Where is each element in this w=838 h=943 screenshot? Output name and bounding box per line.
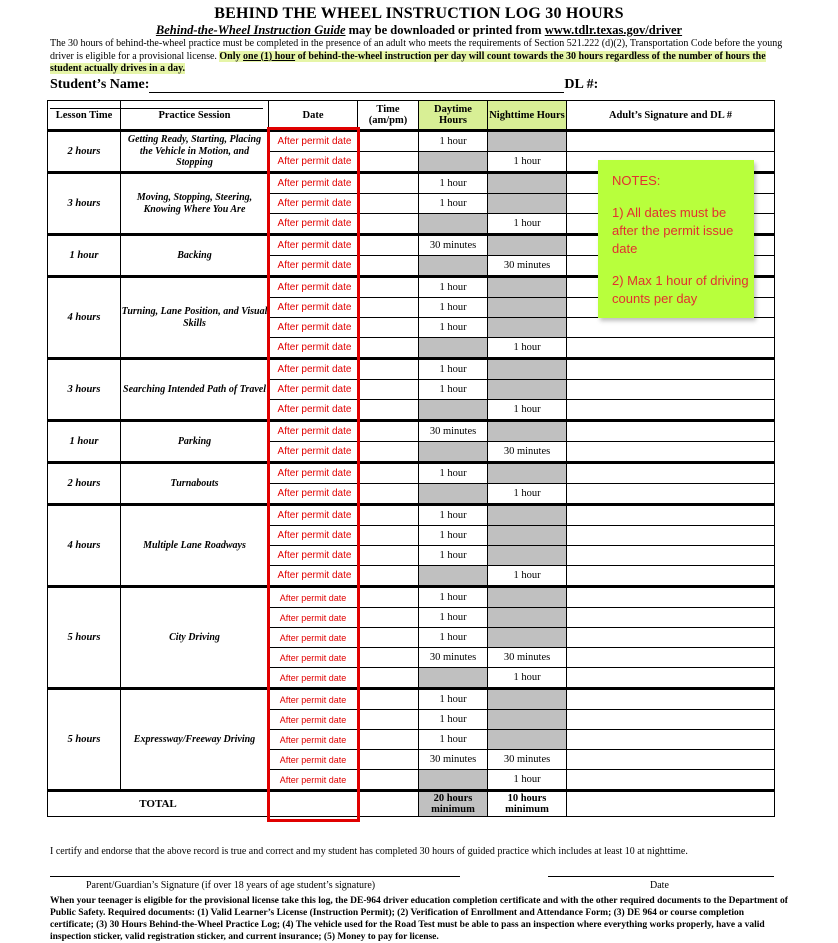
- daytime-hours-cell: 1 hour: [419, 710, 488, 730]
- time-cell[interactable]: [358, 710, 419, 730]
- time-cell[interactable]: [358, 587, 419, 608]
- col-date: Date: [269, 101, 358, 131]
- date-cell[interactable]: After permit date: [269, 214, 358, 235]
- nighttime-hours-cell: [488, 587, 567, 608]
- date-cell[interactable]: After permit date: [269, 318, 358, 338]
- nighttime-hours-cell: [488, 546, 567, 566]
- signature-cell[interactable]: [567, 400, 775, 421]
- date-signature-line[interactable]: [548, 876, 774, 877]
- daytime-hours-cell: 1 hour: [419, 526, 488, 546]
- date-cell[interactable]: After permit date: [269, 689, 358, 710]
- nighttime-hours-cell: [488, 689, 567, 710]
- intro-text: The 30 hours of behind-the-wheel practice must be completed in the presence of an adult who meets the requirements of Section 521.222 (d)(2), Transportation Code before the young driver is eligible for a provisional license.: [50, 38, 783, 62]
- time-cell[interactable]: [358, 526, 419, 546]
- time-cell[interactable]: [358, 566, 419, 587]
- daytime-hours-cell: [419, 566, 488, 587]
- date-cell[interactable]: After permit date: [269, 710, 358, 730]
- signature-cell[interactable]: [567, 710, 775, 730]
- time-cell[interactable]: [358, 235, 419, 256]
- nighttime-hours-cell: 1 hour: [488, 566, 567, 587]
- time-cell[interactable]: [358, 770, 419, 791]
- date-cell[interactable]: After permit date: [269, 668, 358, 689]
- date-cell[interactable]: After permit date: [269, 277, 358, 298]
- date-cell[interactable]: After permit date: [269, 256, 358, 277]
- practice-session-cell: Backing: [121, 235, 269, 277]
- time-cell[interactable]: [358, 484, 419, 505]
- col-daytime-hours: Daytime Hours: [419, 101, 488, 131]
- nighttime-hours-cell: 30 minutes: [488, 648, 567, 668]
- lesson-time-cell: 1 hour: [48, 421, 121, 463]
- nighttime-hours-cell: 1 hour: [488, 152, 567, 173]
- date-cell[interactable]: After permit date: [269, 152, 358, 173]
- time-cell[interactable]: [358, 505, 419, 526]
- date-cell[interactable]: After permit date: [269, 380, 358, 400]
- daytime-hours-cell: 30 minutes: [419, 750, 488, 770]
- lesson-time-cell: 4 hours: [48, 505, 121, 587]
- sticky-note: [598, 160, 754, 318]
- signature-cell[interactable]: [567, 463, 775, 484]
- nighttime-hours-cell: 1 hour: [488, 668, 567, 689]
- nighttime-hours-cell: [488, 298, 567, 318]
- daytime-hours-cell: 30 minutes: [419, 648, 488, 668]
- signature-cell[interactable]: [567, 566, 775, 587]
- time-cell[interactable]: [358, 608, 419, 628]
- table-row: [48, 359, 775, 380]
- total-label: TOTAL: [48, 791, 269, 817]
- daytime-hours-cell: 1 hour: [419, 277, 488, 298]
- signature-cell[interactable]: [567, 730, 775, 750]
- total-date-cell: [269, 791, 358, 817]
- table-row: [48, 131, 775, 152]
- time-cell[interactable]: [358, 750, 419, 770]
- practice-session-cell: City Driving: [121, 587, 269, 689]
- signature-cell[interactable]: [567, 546, 775, 566]
- nighttime-hours-cell: 30 minutes: [488, 750, 567, 770]
- daytime-hours-cell: 1 hour: [419, 463, 488, 484]
- date-cell[interactable]: After permit date: [269, 463, 358, 484]
- lesson-time-cell: 3 hours: [48, 359, 121, 421]
- nighttime-hours-cell: [488, 505, 567, 526]
- total-daytime: 20 hours minimum: [419, 791, 488, 817]
- practice-session-cell: Turnabouts: [121, 463, 269, 505]
- parent-signature-line[interactable]: [50, 876, 460, 877]
- daytime-hours-cell: 1 hour: [419, 359, 488, 380]
- signature-cell[interactable]: [567, 484, 775, 505]
- daytime-hours-cell: 1 hour: [419, 628, 488, 648]
- daytime-hours-cell: 1 hour: [419, 730, 488, 750]
- date-label: Date: [650, 880, 669, 891]
- daytime-hours-cell: [419, 152, 488, 173]
- time-cell[interactable]: [358, 730, 419, 750]
- daytime-hours-cell: 30 minutes: [419, 235, 488, 256]
- nighttime-hours-cell: [488, 173, 567, 194]
- nighttime-hours-cell: [488, 526, 567, 546]
- nighttime-hours-cell: [488, 194, 567, 214]
- intro-highlight-a: Only: [219, 50, 244, 62]
- note-item-2: 2) Max 1 hour of driving counts per day: [612, 273, 749, 306]
- signature-cell[interactable]: [567, 505, 775, 526]
- daytime-hours-cell: [419, 338, 488, 359]
- nighttime-hours-cell: [488, 235, 567, 256]
- nighttime-hours-cell: 1 hour: [488, 338, 567, 359]
- lesson-time-cell: 5 hours: [48, 689, 121, 791]
- signature-cell[interactable]: [567, 526, 775, 546]
- practice-session-cell: Parking: [121, 421, 269, 463]
- signature-cell[interactable]: [567, 318, 775, 338]
- practice-session-cell: Turning, Lane Position, and Visual Skills: [121, 277, 269, 359]
- subtitle-middle: may be downloaded or printed from: [345, 23, 545, 37]
- nighttime-hours-cell: 1 hour: [488, 770, 567, 791]
- daytime-hours-cell: 1 hour: [419, 380, 488, 400]
- daytime-hours-cell: 1 hour: [419, 298, 488, 318]
- nighttime-hours-cell: 1 hour: [488, 214, 567, 235]
- date-cell[interactable]: After permit date: [269, 770, 358, 791]
- student-name-field[interactable]: [149, 78, 564, 93]
- total-nighttime: 10 hours minimum: [488, 791, 567, 817]
- lesson-time-cell: 1 hour: [48, 235, 121, 277]
- lesson-time-cell: 2 hours: [48, 131, 121, 173]
- lesson-time-cell: 5 hours: [48, 587, 121, 689]
- signature-cell[interactable]: [567, 380, 775, 400]
- date-cell[interactable]: After permit date: [269, 400, 358, 421]
- date-cell[interactable]: After permit date: [269, 587, 358, 608]
- time-cell[interactable]: [358, 214, 419, 235]
- nighttime-hours-cell: [488, 608, 567, 628]
- daytime-hours-cell: 1 hour: [419, 689, 488, 710]
- date-cell[interactable]: After permit date: [269, 628, 358, 648]
- time-cell[interactable]: [358, 668, 419, 689]
- date-cell[interactable]: After permit date: [269, 730, 358, 750]
- col-nighttime-hours: Nighttime Hours: [488, 101, 567, 131]
- daytime-hours-cell: 1 hour: [419, 546, 488, 566]
- time-cell[interactable]: [358, 359, 419, 380]
- note-title: NOTES:: [612, 173, 661, 188]
- daytime-hours-cell: 1 hour: [419, 608, 488, 628]
- signature-cell[interactable]: [567, 442, 775, 463]
- intro-paragraph: [50, 38, 790, 76]
- parent-signature-label: Parent/Guardian’s Signature (if over 18 years of age student’s signature): [86, 880, 376, 891]
- guide-title: Behind-the-Wheel Instruction Guide: [155, 23, 346, 37]
- time-cell[interactable]: [358, 256, 419, 277]
- footer-instructions: When your teenager is eligible for the provisional license take this log, the DE-964 driver education completion certificate and with the other required documents to the Department of Public Safety. Required documents: (1) Valid Learner’s License (Instruction Permit); (2) Verification of Enrollment and Attendance Form; (3) DE 964 or course completion certificate; (3) 30 Hours Behind-the-Wheel Practice Log; (4) The vehicle used for the Road Test must be able to pass an inspection where everything works properly, have a valid inspection sticker, valid registration sticker, and current insurance; (5) Money to pay for license.: [50, 896, 788, 942]
- date-cell[interactable]: After permit date: [269, 750, 358, 770]
- nighttime-hours-cell: 1 hour: [488, 484, 567, 505]
- student-name-label: Student’s Name:: [50, 77, 150, 92]
- daytime-hours-cell: [419, 442, 488, 463]
- nighttime-hours-cell: [488, 277, 567, 298]
- signature-cell[interactable]: [567, 338, 775, 359]
- table-row: [48, 505, 775, 526]
- date-cell[interactable]: After permit date: [269, 526, 358, 546]
- date-cell[interactable]: After permit date: [269, 194, 358, 214]
- nighttime-hours-cell: [488, 380, 567, 400]
- table-row: [48, 463, 775, 484]
- nighttime-hours-cell: 1 hour: [488, 400, 567, 421]
- time-cell[interactable]: [358, 131, 419, 152]
- col-practice-session: Practice Session: [121, 101, 269, 131]
- certification-text: I certify and endorse that the above record is true and correct and my student has completed 30 hours of guided practice which includes at least 10 at nighttime.: [50, 846, 688, 857]
- daytime-hours-cell: 1 hour: [419, 505, 488, 526]
- page-title: BEHIND THE WHEEL INSTRUCTION LOG 30 HOURS: [214, 5, 624, 22]
- signature-cell[interactable]: [567, 689, 775, 710]
- date-cell[interactable]: After permit date: [269, 608, 358, 628]
- time-cell[interactable]: [358, 277, 419, 298]
- date-cell[interactable]: After permit date: [269, 421, 358, 442]
- note-item-1: 1) All dates must be after the permit issue date: [612, 205, 734, 256]
- date-cell[interactable]: After permit date: [269, 359, 358, 380]
- time-cell[interactable]: [358, 380, 419, 400]
- daytime-hours-cell: [419, 400, 488, 421]
- time-cell[interactable]: [358, 338, 419, 359]
- time-cell[interactable]: [358, 152, 419, 173]
- lesson-time-cell: 2 hours: [48, 463, 121, 505]
- time-cell[interactable]: [358, 689, 419, 710]
- nighttime-hours-cell: [488, 131, 567, 152]
- time-cell[interactable]: [358, 318, 419, 338]
- date-cell[interactable]: After permit date: [269, 442, 358, 463]
- time-cell[interactable]: [358, 421, 419, 442]
- signature-cell[interactable]: [567, 648, 775, 668]
- table-row: [48, 421, 775, 442]
- daytime-hours-cell: 30 minutes: [419, 421, 488, 442]
- nighttime-hours-cell: [488, 359, 567, 380]
- daytime-hours-cell: [419, 214, 488, 235]
- daytime-hours-cell: 1 hour: [419, 318, 488, 338]
- nighttime-hours-cell: [488, 421, 567, 442]
- date-cell[interactable]: After permit date: [269, 131, 358, 152]
- nighttime-hours-cell: [488, 710, 567, 730]
- signature-cell[interactable]: [567, 628, 775, 648]
- date-cell[interactable]: After permit date: [269, 484, 358, 505]
- daytime-hours-cell: 1 hour: [419, 131, 488, 152]
- table-row: [48, 587, 775, 608]
- date-cell[interactable]: After permit date: [269, 546, 358, 566]
- date-cell[interactable]: After permit date: [269, 173, 358, 194]
- practice-session-cell: Multiple Lane Roadways: [121, 505, 269, 587]
- col-lesson-time: Lesson Time: [48, 101, 121, 131]
- daytime-hours-cell: 1 hour: [419, 194, 488, 214]
- nighttime-hours-cell: 30 minutes: [488, 256, 567, 277]
- signature-cell[interactable]: [567, 421, 775, 442]
- daytime-hours-cell: [419, 770, 488, 791]
- intro-highlight-underlined: one (1) hour: [243, 50, 296, 62]
- signature-cell[interactable]: [567, 359, 775, 380]
- nighttime-hours-cell: [488, 318, 567, 338]
- signature-cell[interactable]: [567, 750, 775, 770]
- date-cell[interactable]: After permit date: [269, 235, 358, 256]
- daytime-hours-cell: [419, 256, 488, 277]
- time-cell[interactable]: [358, 400, 419, 421]
- practice-session-cell: Getting Ready, Starting, Placing the Vehicle in Motion, and Stopping: [121, 131, 269, 173]
- time-cell[interactable]: [358, 173, 419, 194]
- dl-label: DL #:: [564, 77, 599, 92]
- table-row: [48, 689, 775, 710]
- date-cell[interactable]: After permit date: [269, 648, 358, 668]
- time-cell[interactable]: [358, 194, 419, 214]
- daytime-hours-cell: [419, 668, 488, 689]
- guide-link[interactable]: www.tdlr.texas.gov/driver: [544, 23, 683, 37]
- time-cell[interactable]: [358, 628, 419, 648]
- daytime-hours-cell: 1 hour: [419, 173, 488, 194]
- practice-session-cell: Searching Intended Path of Travel: [121, 359, 269, 421]
- col-time: Time (am/pm): [358, 101, 419, 131]
- nighttime-hours-cell: [488, 463, 567, 484]
- date-cell[interactable]: After permit date: [269, 566, 358, 587]
- col-adult-signature: Adult’s Signature and DL #: [567, 101, 775, 131]
- total-signature-cell: [567, 791, 775, 817]
- signature-cell[interactable]: [567, 770, 775, 791]
- daytime-hours-cell: [419, 484, 488, 505]
- practice-session-cell: Moving, Stopping, Steering, Knowing Where You Are: [121, 173, 269, 235]
- daytime-hours-cell: 1 hour: [419, 587, 488, 608]
- signature-cell[interactable]: [567, 608, 775, 628]
- lesson-time-cell: 3 hours: [48, 173, 121, 235]
- nighttime-hours-cell: 30 minutes: [488, 442, 567, 463]
- nighttime-hours-cell: [488, 628, 567, 648]
- signature-cell[interactable]: [567, 668, 775, 689]
- date-cell[interactable]: After permit date: [269, 298, 358, 318]
- signature-cell[interactable]: [567, 587, 775, 608]
- practice-session-cell: Expressway/Freeway Driving: [121, 689, 269, 791]
- time-cell[interactable]: [358, 298, 419, 318]
- time-cell[interactable]: [358, 546, 419, 566]
- time-cell[interactable]: [358, 442, 419, 463]
- signature-cell[interactable]: [567, 131, 775, 152]
- intro-highlight-b: of behind-the-wheel instruction per day will count towards the 30 hours regardless of the number of hours the student actually drives in a day.: [50, 50, 766, 74]
- date-cell[interactable]: After permit date: [269, 505, 358, 526]
- time-cell[interactable]: [358, 463, 419, 484]
- total-time-cell: [358, 791, 419, 817]
- lesson-time-cell: 4 hours: [48, 277, 121, 359]
- subtitle: [0, 23, 838, 38]
- nighttime-hours-cell: [488, 730, 567, 750]
- date-cell[interactable]: After permit date: [269, 338, 358, 359]
- time-cell[interactable]: [358, 648, 419, 668]
